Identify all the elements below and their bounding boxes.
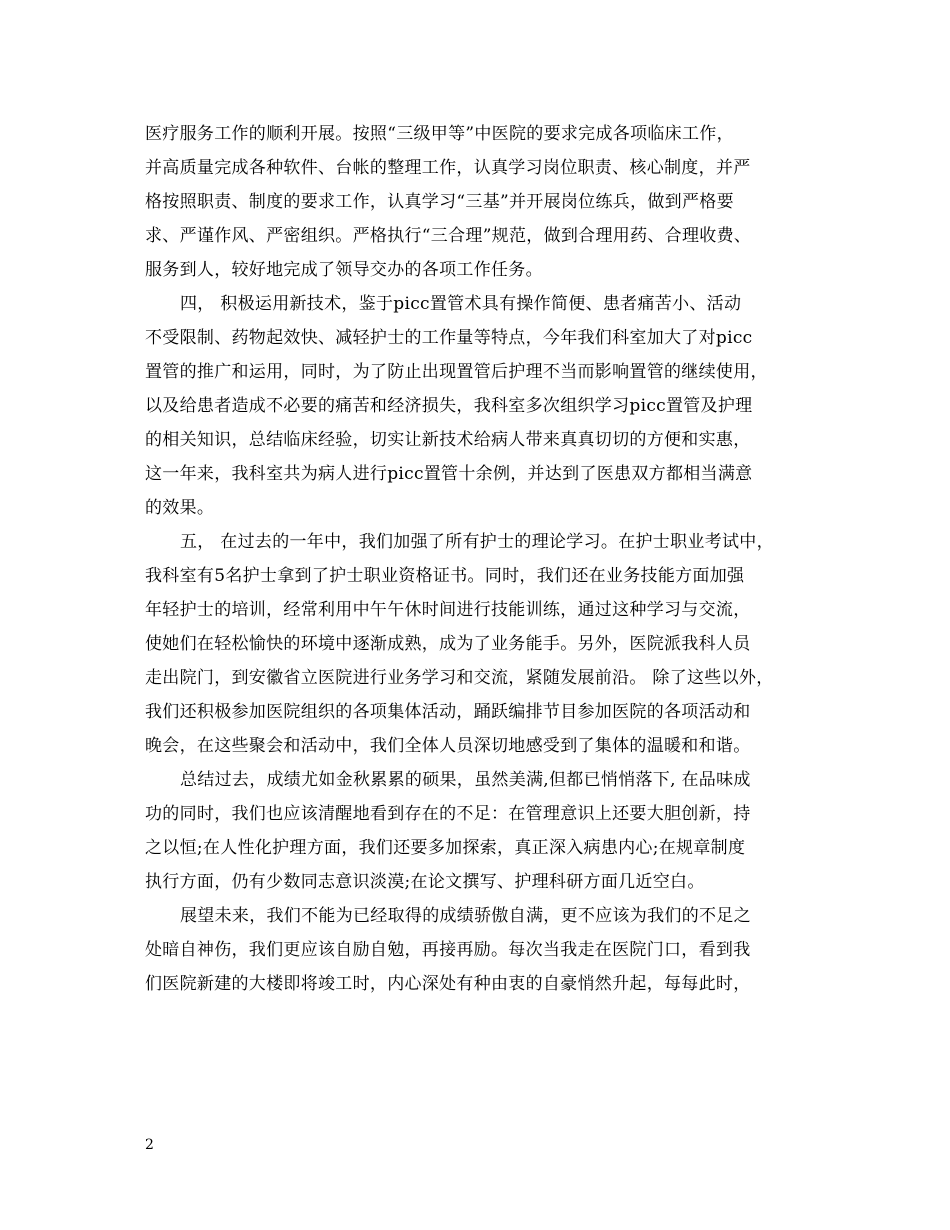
text-line: 年轻护士的培训，经常利用中午午休时间进行技能训练，通过这种学习与交流，: [145, 600, 751, 620]
text-line: 格按照职责、制度的要求工作，认真学习“三基”并开展岗位练兵，做到严格要: [145, 192, 734, 212]
text-line: 并高质量完成各种软件、台帐的整理工作，认真学习岗位职责、核心制度，并严: [145, 158, 751, 178]
text-line: 晚会，在这些聚会和活动中，我们全体人员深切地感受到了集体的温暖和和谐。: [145, 736, 751, 756]
text-line: 执行方面，仍有少数同志意识淡漠;在论文撰写、护理科研方面几近空白。: [145, 872, 705, 892]
text-line: 使她们在轻松愉快的环境中逐渐成熟，成为了业务能手。另外，医院派我科人员: [145, 634, 751, 654]
text-line: 以及给患者造成不必要的痛苦和经济损失，我科室多次组织学习picc置管及护理: [145, 396, 753, 416]
paragraph-outlook-start: 展望未来，我们不能为已经取得的成绩骄傲自满，更不应该为我们的不足之: [180, 906, 751, 926]
text-line: 功的同时，我们也应该清醒地看到存在的不足：在管理意识上还要大胆创新，持: [145, 804, 751, 824]
text-line: 的相关知识，总结临床经验，切实让新技术给病人带来真真切切的方便和实惠，: [145, 430, 751, 450]
paragraph-summary-start: 总结过去，成绩尤如金秋累累的硕果，虽然美满,但都已悄悄落下, 在品味成: [180, 770, 751, 790]
text-line: 这一年来，我科室共为病人进行picc置管十余例，并达到了医患双方都相当满意: [145, 464, 753, 484]
text-line: 服务到人，较好地完成了领导交办的各项工作任务。: [145, 260, 543, 280]
text-line: 处暗自神伤，我们更应该自励自勉，再接再励。每次当我走在医院门口，看到我: [145, 940, 751, 960]
text-line: 置管的推广和运用，同时，为了防止出现置管后护理不当而影响置管的继续使用，: [145, 362, 768, 382]
text-line: 走出院门，到安徽省立医院进行业务学习和交流，紧随发展前沿。 除了这些以外，: [145, 668, 774, 688]
text-line: 的效果。: [145, 498, 215, 518]
paragraph-five-start: 五， 在过去的一年中，我们加强了所有护士的理论学习。在护士职业考试中，: [180, 532, 774, 552]
text-line: 之以恒;在人性化护理方面，我们还要多加探索，真正深入病患内心;在规章制度: [145, 838, 746, 858]
text-line: 医疗服务工作的顺利开展。按照“三级甲等”中医院的要求完成各项临床工作，: [145, 124, 734, 144]
text-line: 我科室有5名护士拿到了护士职业资格证书。同时，我们还在业务技能方面加强: [145, 566, 745, 586]
text-line: 我们还积极参加医院组织的各项集体活动，踊跃编排节目参加医院的各项活动和: [145, 702, 751, 722]
page-number: 2: [145, 1137, 154, 1153]
text-line: 不受限制、药物起效快、减轻护士的工作量等特点，今年我们科室加大了对picc: [145, 328, 753, 348]
body-text: [145, 117, 825, 1001]
text-line: 求、严谨作风、严密组织。严格执行“三合理”规范，做到合理用药、合理收费、: [145, 226, 752, 246]
text-line: 们医院新建的大楼即将竣工时，内心深处有种由衷的自豪悄然升起，每每此时，: [145, 974, 751, 994]
paragraph-four-start: 四， 积极运用新技术，鉴于picc置管术具有操作简便、患者痛苦小、活动: [180, 294, 742, 314]
